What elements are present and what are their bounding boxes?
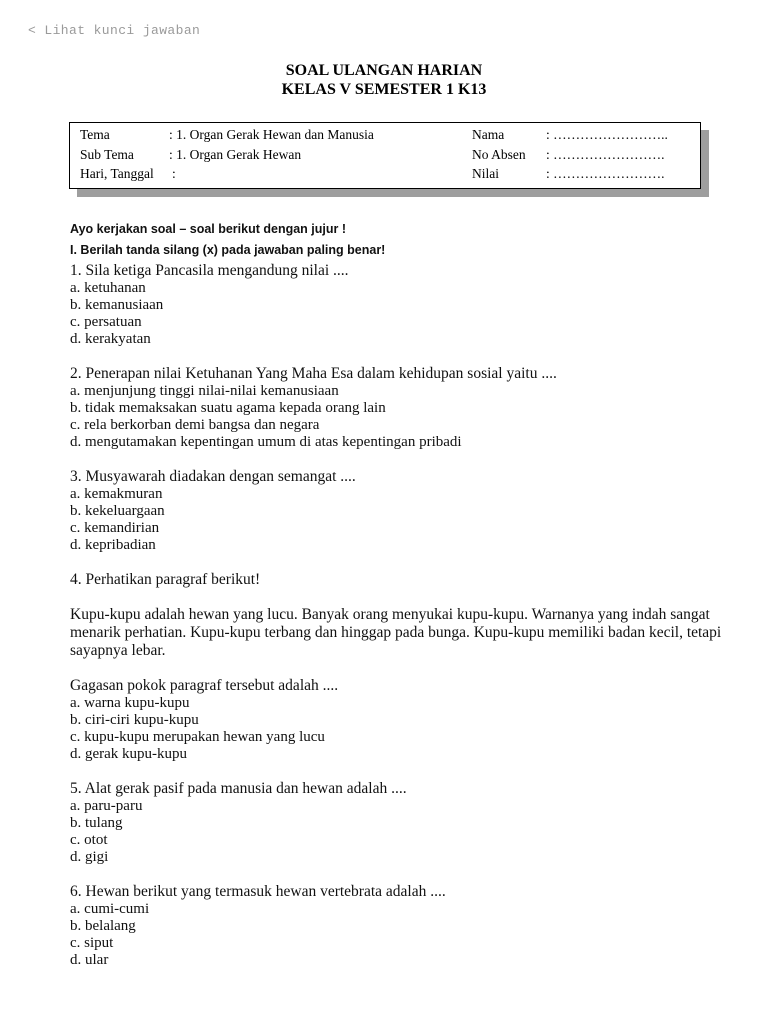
title-line-1: SOAL ULANGAN HARIAN — [285, 62, 483, 79]
nama-label: Nama — [472, 127, 505, 142]
instruction-line-2: I. Berilah tanda silang (x) pada jawaban paling benar! — [70, 243, 386, 257]
option-d: d. gerak kupu-kupu — [70, 746, 188, 762]
question-4-header — [70, 571, 730, 589]
hari-tanggal-label: Hari, Tanggal — [80, 166, 154, 181]
info-row-3 — [70, 166, 700, 184]
question-text: 1. Sila ketiga Pancasila mengandung nilai .... — [70, 262, 349, 279]
question-text: 2. Penerapan nilai Ketuhanan Yang Maha Esa dalam kehidupan sosial yaitu .... — [70, 365, 557, 382]
option-c: c. kemandirian — [70, 520, 160, 536]
hari-tanggal-value: : — [172, 166, 176, 181]
subtema-label: Sub Tema — [80, 147, 134, 162]
option-d: d. kerakyatan — [70, 331, 151, 347]
option-d: d. gigi — [70, 849, 109, 865]
question-5 — [70, 780, 730, 866]
instruction-line-1: Ayo kerjakan soal – soal berikut dengan jujur ! — [70, 222, 347, 236]
option-a: a. cumi-cumi — [70, 901, 150, 917]
info-row-2 — [70, 147, 700, 165]
option-c: c. rela berkorban demi bangsa dan negara — [70, 417, 320, 433]
back-link-kunci-jawaban[interactable]: < Lihat kunci jawaban — [28, 23, 201, 38]
question-text: 4. Perhatikan paragraf berikut! — [70, 571, 261, 588]
question-4 — [70, 677, 730, 763]
question-text: 3. Musyawarah diadakan dengan semangat .... — [70, 468, 356, 485]
tema-label: Tema — [80, 127, 110, 142]
noabsen-value: : ……………………. — [546, 147, 665, 162]
question-list — [70, 262, 730, 986]
question-text: 6. Hewan berikut yang termasuk hewan vertebrata adalah .... — [70, 883, 446, 900]
option-d: d. mengutamakan kepentingan umum di atas kepentingan pribadi — [70, 434, 462, 450]
question-text: 5. Alat gerak pasif pada manusia dan hewan adalah .... — [70, 780, 407, 797]
option-c: c. otot — [70, 832, 108, 848]
question-3 — [70, 468, 730, 554]
subtema-value: : 1. Organ Gerak Hewan — [169, 147, 302, 162]
option-a: a. warna kupu-kupu — [70, 695, 190, 711]
noabsen-label: No Absen — [472, 147, 526, 162]
nama-value: : …………………….. — [546, 127, 668, 142]
option-c: c. persatuan — [70, 314, 142, 330]
question-6 — [70, 883, 730, 969]
option-c: c. kupu-kupu merupakan hewan yang lucu — [70, 729, 325, 745]
document-title — [0, 61, 768, 99]
question-1 — [70, 262, 730, 348]
question-4-paragraph: Kupu-kupu adalah hewan yang lucu. Banyak orang menyukai kupu-kupu. Warnanya yang indah sangat menarik perhatian. Kupu-kupu terbang dan hinggap pada bunga. Kupu-kupu memiliki badan kecil, tetapi sayapnya lebar. — [70, 606, 722, 659]
option-a: a. ketuhanan — [70, 280, 146, 296]
option-b: b. kekeluargaan — [70, 503, 165, 519]
option-b: b. belalang — [70, 918, 136, 934]
option-b: b. tulang — [70, 815, 123, 831]
option-b: b. tidak memaksakan suatu agama kepada orang lain — [70, 400, 386, 416]
question-2 — [70, 365, 730, 451]
tema-value: : 1. Organ Gerak Hewan dan Manusia — [169, 127, 374, 142]
question-prompt: Gagasan pokok paragraf tersebut adalah .... — [70, 677, 339, 694]
option-a: a. menjunjung tinggi nilai-nilai kemanusiaan — [70, 383, 339, 399]
info-row-1 — [70, 127, 700, 145]
option-c: c. siput — [70, 935, 114, 951]
option-a: a. kemakmuran — [70, 486, 163, 502]
option-a: a. paru-paru — [70, 798, 143, 814]
title-line-2: KELAS V SEMESTER 1 K13 — [281, 81, 487, 98]
nilai-value: : ……………………. — [546, 166, 665, 181]
option-d: d. kepribadian — [70, 537, 156, 553]
option-d: d. ular — [70, 952, 109, 968]
option-b: b. ciri-ciri kupu-kupu — [70, 712, 199, 728]
option-b: b. kemanusiaan — [70, 297, 164, 313]
student-info-box — [69, 122, 701, 189]
nilai-label: Nilai — [472, 166, 499, 181]
